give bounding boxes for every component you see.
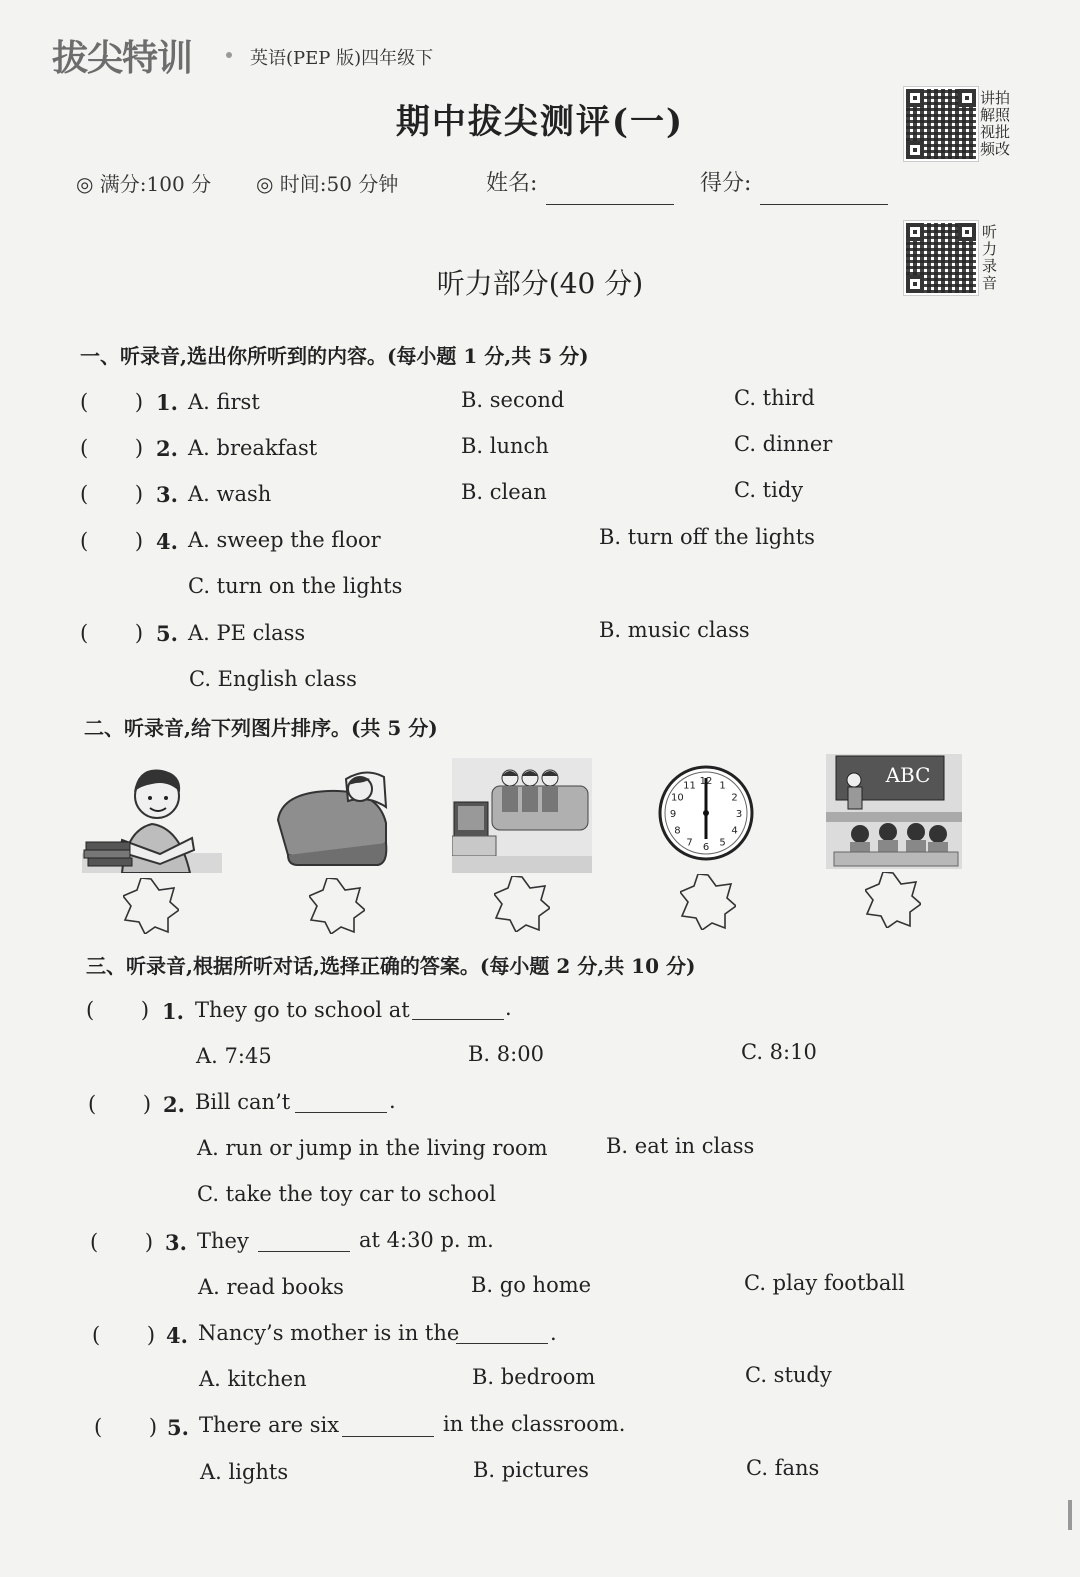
option-a: A. PE class [188, 621, 306, 645]
question-stem-end: at 4:30 p. m. [359, 1228, 494, 1252]
audio-qr-label: 听 力 录 音 [982, 223, 998, 292]
option-a: A. read books [198, 1275, 344, 1299]
clock-number: 8 [674, 825, 681, 837]
question-number: 1. [162, 999, 184, 1024]
boy-reading-picture [82, 758, 222, 873]
name-field[interactable] [546, 190, 674, 209]
clock-number: 12 [699, 776, 713, 787]
option-a: A. lights [200, 1460, 289, 1484]
page-edge-mark [1068, 1500, 1072, 1530]
answer-blank[interactable]: ( ) [90, 1230, 154, 1254]
option-c: C. 8:10 [741, 1040, 817, 1064]
video-qr-label: 讲拍 解照 视批 频改 [980, 89, 1011, 158]
clock-picture [657, 764, 755, 862]
score-field[interactable] [760, 190, 888, 209]
clock-number: 3 [735, 809, 743, 820]
question-stem: They go to school at [195, 998, 410, 1022]
part2-heading: 二、听录音,给下列图片排序。(共 5 分) [84, 716, 438, 740]
option-c: C. turn on the lights [188, 574, 403, 598]
time-limit: ◎ 时间:50 分钟 [256, 172, 399, 196]
question-number: 5. [156, 621, 178, 646]
question-number: 5. [167, 1415, 189, 1440]
option-b: B. 8:00 [468, 1042, 544, 1066]
answer-blank[interactable]: ( ) [80, 529, 144, 553]
option-a: A. 7:45 [196, 1044, 272, 1068]
score-label: 得分: [700, 171, 752, 196]
clock-number: 11 [683, 780, 696, 792]
option-b: B. second [461, 388, 565, 412]
answer-blank[interactable]: ( ) [80, 436, 144, 460]
boy-sleeping-picture [268, 765, 394, 870]
fill-blank[interactable] [295, 1112, 387, 1113]
part3-heading: 三、听录音,根据所听对话,选择正确的答案。(每小题 2 分,共 10 分) [86, 954, 696, 978]
fill-blank[interactable] [412, 1019, 504, 1020]
fill-blank[interactable] [342, 1436, 434, 1437]
question-stem: Nancy’s mother is in the [198, 1321, 460, 1345]
option-c: C. take the toy car to school [197, 1182, 496, 1206]
question-number: 3. [165, 1230, 187, 1255]
name-label: 姓名: [486, 171, 538, 196]
answer-blank[interactable]: ( ) [94, 1415, 158, 1439]
clock-number: 7 [686, 837, 693, 849]
children-watching-tv-picture [452, 758, 592, 873]
clock-number: 9 [669, 809, 677, 820]
option-b: B. bedroom [472, 1365, 596, 1389]
question-number: 3. [156, 482, 178, 507]
question-number: 2. [163, 1092, 185, 1117]
option-c: C. fans [746, 1456, 820, 1480]
option-c: C. study [745, 1363, 832, 1387]
order-answer-box-2[interactable] [309, 878, 365, 934]
option-b: B. go home [471, 1273, 592, 1297]
question-stem-end: . [505, 996, 512, 1020]
clock-number: 1 [719, 780, 726, 792]
brand-logo: 拔尖特训 [52, 38, 193, 79]
fill-blank[interactable] [258, 1251, 350, 1252]
option-c: C. tidy [734, 478, 804, 502]
answer-blank[interactable]: ( ) [88, 1092, 152, 1116]
question-number: 1. [156, 390, 178, 415]
question-stem-end: in the classroom. [443, 1412, 626, 1436]
option-a: A. breakfast [188, 436, 318, 460]
video-qr-code[interactable] [903, 86, 979, 162]
option-b: B. music class [599, 618, 750, 642]
fill-blank[interactable] [456, 1343, 548, 1344]
option-b: B. eat in class [606, 1134, 755, 1158]
full-score: ◎ 满分:100 分 [76, 172, 212, 196]
option-b: B. turn off the lights [599, 525, 815, 549]
book-title: 英语(PEP 版)四年级下 [250, 48, 434, 69]
listening-section-title: 听力部分(40 分) [436, 267, 644, 300]
clock-number: 4 [731, 825, 738, 837]
option-b: B. clean [461, 480, 547, 504]
order-answer-box-3[interactable] [494, 876, 550, 932]
answer-blank[interactable]: ( ) [86, 998, 150, 1022]
order-answer-box-4[interactable] [680, 874, 736, 930]
question-number: 2. [156, 436, 178, 461]
question-number: 4. [166, 1323, 188, 1348]
question-stem: Bill can’t [195, 1090, 291, 1114]
question-number: 4. [156, 529, 178, 554]
option-c: C. dinner [734, 432, 833, 456]
answer-blank[interactable]: ( ) [80, 390, 144, 414]
option-b: B. lunch [461, 434, 549, 458]
option-a: A. first [188, 390, 260, 414]
clock-number: 5 [719, 837, 726, 849]
question-stem: They [197, 1229, 249, 1253]
order-answer-box-1[interactable] [123, 878, 179, 934]
question-stem: There are six [199, 1413, 340, 1437]
classroom-picture [826, 754, 962, 869]
blackboard-text: ABC [885, 763, 931, 787]
clock-number: 10 [671, 792, 684, 804]
option-a: A. kitchen [199, 1367, 307, 1391]
page-title: 期中拔尖测评(一) [395, 102, 685, 142]
brand-separator-dot [226, 52, 232, 58]
option-c: C. play football [744, 1271, 905, 1295]
answer-blank[interactable]: ( ) [80, 482, 144, 506]
option-c: C. English class [189, 667, 357, 691]
answer-blank[interactable]: ( ) [80, 621, 144, 645]
option-a: A. run or jump in the living room [197, 1136, 548, 1160]
option-a: A. wash [188, 482, 272, 506]
question-stem-end: . [389, 1089, 396, 1113]
question-stem-end: . [550, 1321, 557, 1345]
order-answer-box-5[interactable] [865, 872, 921, 928]
clock-number: 2 [731, 792, 738, 804]
part1-heading: 一、听录音,选出你所听到的内容。(每小题 1 分,共 5 分) [80, 344, 589, 368]
option-a: A. sweep the floor [188, 528, 381, 552]
option-c: C. third [734, 386, 815, 410]
answer-blank[interactable]: ( ) [92, 1323, 156, 1347]
clock-number: 6 [702, 842, 710, 853]
option-b: B. pictures [473, 1458, 589, 1482]
